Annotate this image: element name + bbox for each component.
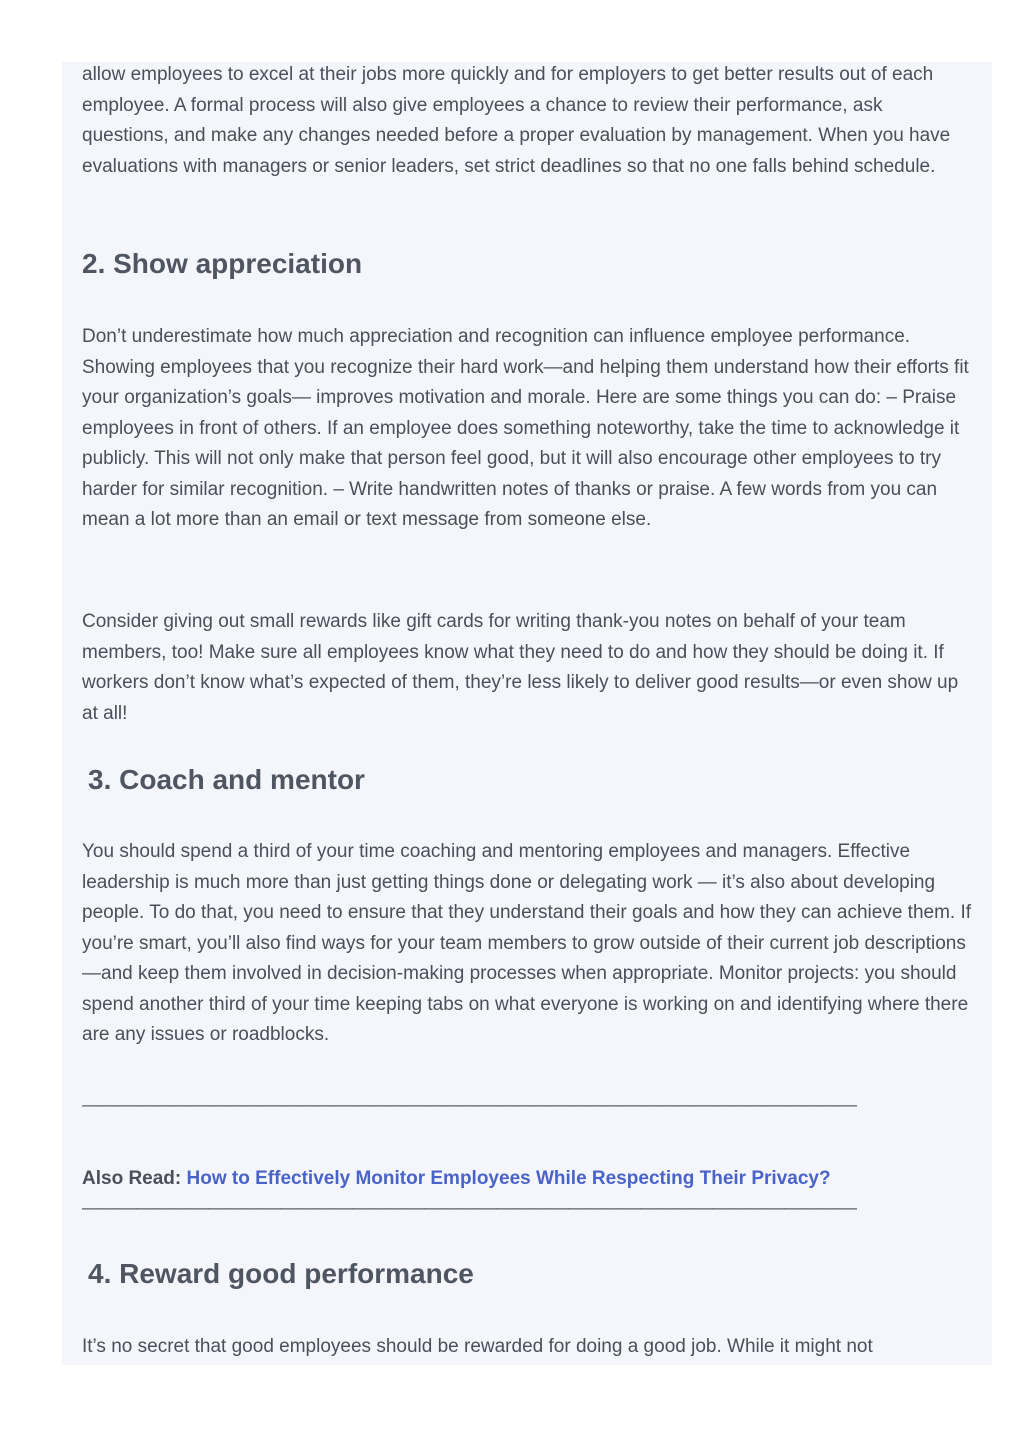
heading-show-appreciation: 2. Show appreciation xyxy=(82,248,363,279)
divider-top: ——————————————————————————————————————————— xyxy=(82,1095,856,1116)
paragraph-coach: You should spend a third of your time coaching and mentoring employees and managers. Effective leadership is much more than just getting things done or delegating work — it’s also about developing people. To do that, you need to ensure that they understand their goals and how they can achieve them. If you’re smart, you’ll also find ways for your team members to grow outside of their current job descriptions—and keep them involved in decision-making processes when appropriate. Monitor projects: you should spend another third of your time keeping tabs on what everyone is working on and identifying where there are any issues or roadblocks. xyxy=(82,841,972,1045)
heading-coach-and-mentor: 3. Coach and mentor xyxy=(88,764,365,795)
paragraph-intro-end: allow employees to excel at their jobs more quickly and for employers to get better results out of each employee. A formal process will also give employees a chance to review their performance, ask questions, and make any changes needed before a proper evaluation by management. When you have evaluations with managers or senior leaders, set strict deadlines so that no one falls behind schedule. xyxy=(82,64,951,177)
paragraph-reward-start: It’s no secret that good employees should be rewarded for doing a good job. While it might not xyxy=(82,1336,873,1357)
article-panel xyxy=(62,62,992,1365)
also-read-link[interactable]: How to Effectively Monitor Employees While Respecting Their Privacy? xyxy=(186,1168,831,1189)
paragraph-appreciation-1: Don’t underestimate how much appreciation and recognition can influence employee performance. Showing employees that you recognize their hard work—and helping them understand how their efforts fit your organization’s goals— improves motivation and morale. Here are some things you can do: – Praise employees in front of others. If an employee does something noteworthy, take the time to acknowledge it publicly. This will not only make that person feel good, but it will also encourage other employees to try harder for similar recognition. – Write handwritten notes of thanks or praise. A few words from you can mean a lot more than an email or text message from someone else. xyxy=(82,326,969,530)
heading-reward-good-performance: 4. Reward good performance xyxy=(88,1258,474,1289)
paragraph-appreciation-2: Consider giving out small rewards like gift cards for writing thank-you notes on behalf of your team members, too! Make sure all employees know what they need to do and how they should be doing it. If workers don’t know what’s expected of them, they’re less likely to deliver good results—or even show up at all! xyxy=(82,611,959,724)
also-read-label: Also Read: xyxy=(82,1168,187,1189)
also-read xyxy=(82,1164,831,1194)
divider-bottom: ——————————————————————————————————————————— xyxy=(82,1198,856,1219)
